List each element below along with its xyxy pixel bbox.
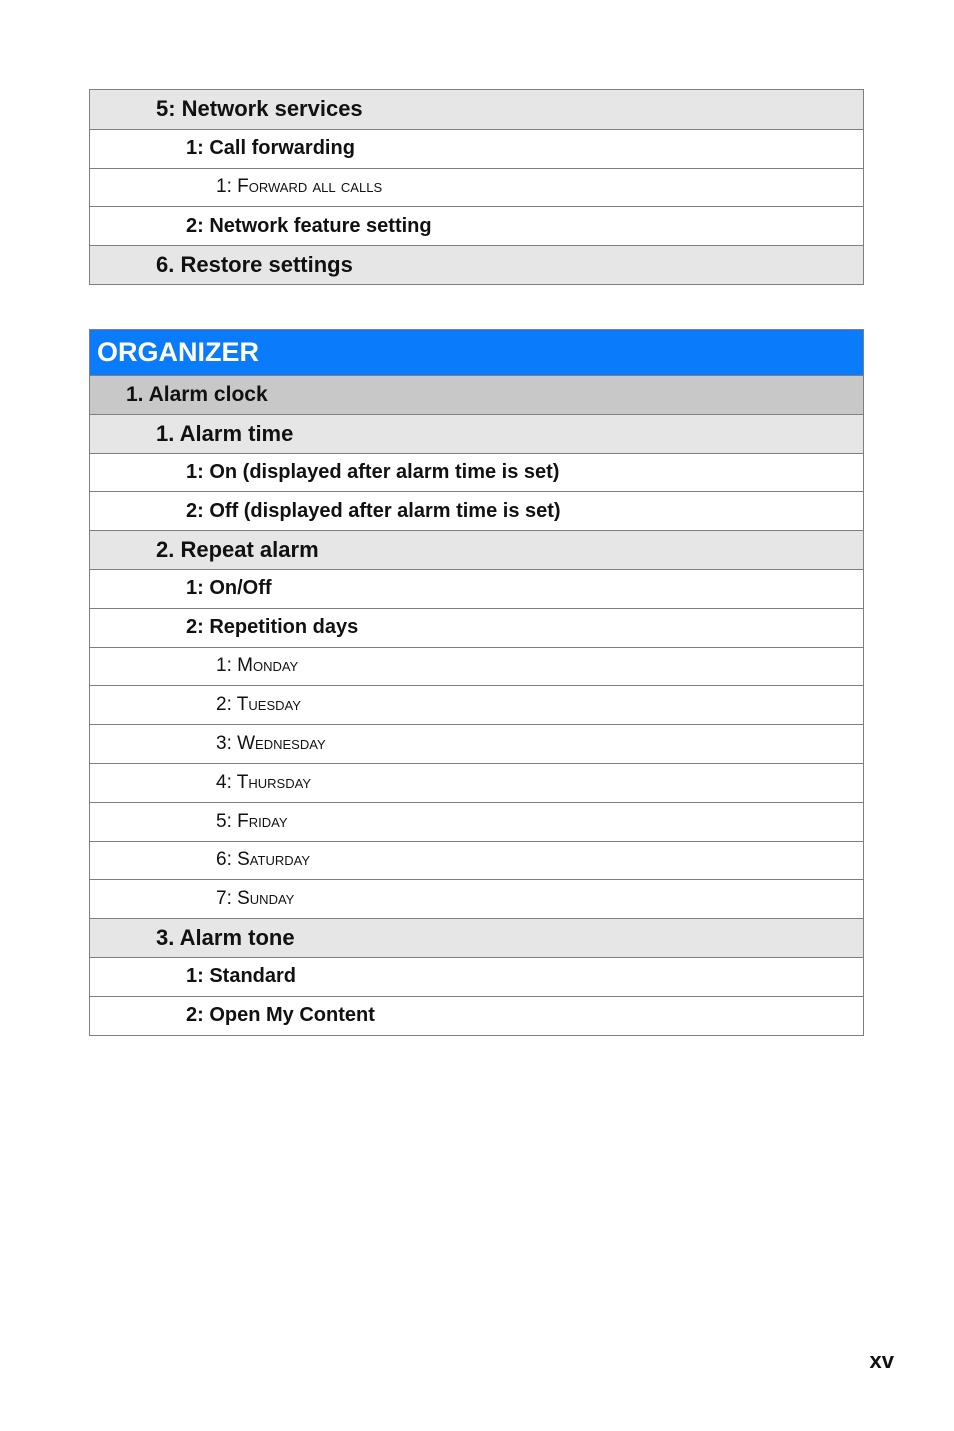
menu-row <box>90 647 863 686</box>
menu-row <box>90 375 863 414</box>
menu-row-label: 5: Friday <box>216 810 288 832</box>
network-services-table <box>89 89 864 285</box>
menu-row <box>90 491 863 530</box>
menu-row-label: 2: Repetition days <box>186 616 359 639</box>
menu-row <box>90 724 863 763</box>
menu-row-label: 5: Network services <box>156 96 363 122</box>
menu-row <box>90 129 863 168</box>
menu-row-label: 2. Repeat alarm <box>156 537 319 563</box>
menu-row <box>90 245 863 284</box>
menu-row-label: 1: On (displayed after alarm time is set) <box>186 460 560 483</box>
menu-row <box>90 530 863 569</box>
menu-row-label: 2: Tuesday <box>216 694 301 716</box>
menu-row <box>90 608 863 647</box>
menu-row-label: 7: Sunday <box>216 888 295 910</box>
menu-row-label: 1: Standard <box>186 965 297 988</box>
menu-row-label: 2: Open My Content <box>186 1004 375 1027</box>
menu-row <box>90 802 863 841</box>
menu-row <box>90 918 863 957</box>
organizer-header: ORGANIZER <box>90 330 863 375</box>
menu-row-label: 1. Alarm clock <box>126 382 268 406</box>
menu-row <box>90 168 863 207</box>
menu-row-label: 2: Off (displayed after alarm time is set) <box>186 499 561 522</box>
menu-row <box>90 569 863 608</box>
menu-row <box>90 879 863 918</box>
menu-row <box>90 90 863 129</box>
menu-row-label: 1: Call forwarding <box>186 137 355 160</box>
menu-row-label: 1. Alarm time <box>156 420 294 446</box>
menu-row-label: 1: Monday <box>216 655 299 677</box>
menu-row <box>90 206 863 245</box>
menu-row <box>90 841 863 880</box>
menu-row <box>90 414 863 453</box>
menu-row <box>90 996 863 1035</box>
menu-row-label: 2: Network feature setting <box>186 214 432 237</box>
menu-row-label: 3. Alarm tone <box>156 925 295 951</box>
menu-row-label: 6: Saturday <box>216 849 310 871</box>
menu-row-label: 4: Thursday <box>216 771 311 793</box>
menu-row <box>90 453 863 492</box>
menu-row <box>90 685 863 724</box>
menu-row <box>90 957 863 996</box>
menu-row-label: 1: Forward all calls <box>216 176 383 198</box>
menu-row-label: 3: Wednesday <box>216 733 326 755</box>
menu-row <box>90 763 863 802</box>
menu-row-label: 6. Restore settings <box>156 252 353 278</box>
menu-row-label: 1: On/Off <box>186 577 272 600</box>
page-number: xv <box>869 1348 894 1373</box>
organizer-table <box>89 329 864 1036</box>
